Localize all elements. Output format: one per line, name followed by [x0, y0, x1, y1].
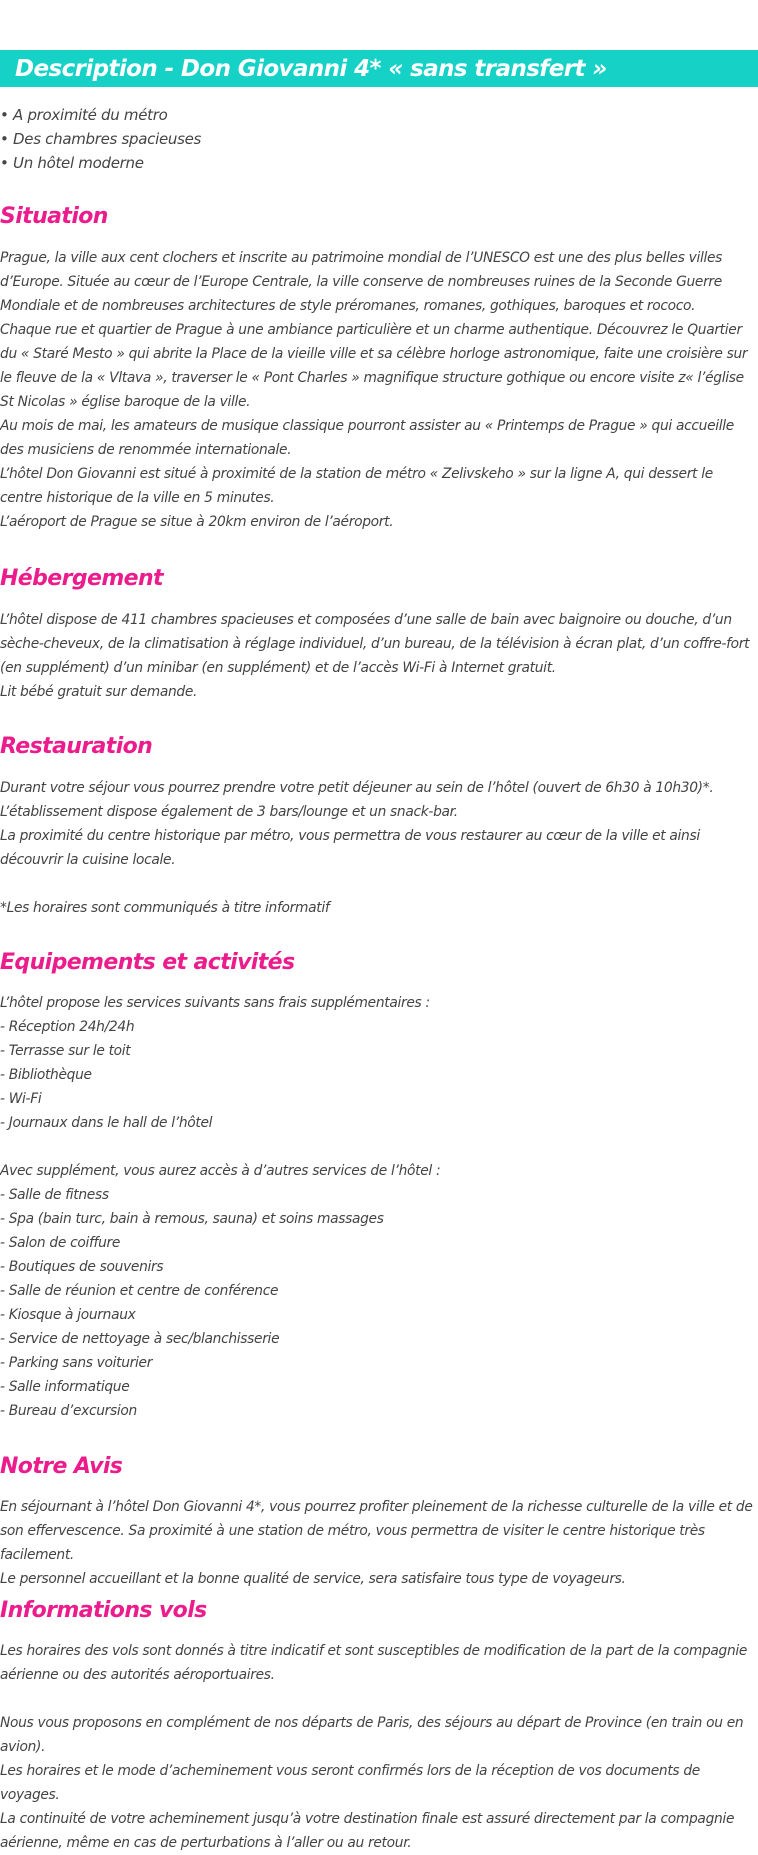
section-title-restauration: Restauration	[0, 734, 153, 759]
paragraph: En séjournant à l’hôtel Don Giovanni 4*, vous pourrez profiter pleinement de la richesse culturelle de la ville et de son effervescence. Sa proximité à une station de métro, vous permettra de visiter le centre historique très facilement.	[0, 1499, 753, 1563]
paragraph: Nous vous proposons en complément de nos départs de Paris, des séjours au départ de Province (en train ou en avion).	[0, 1715, 744, 1755]
section-title-avis: Notre Avis	[0, 1454, 123, 1479]
description-banner	[0, 50, 758, 87]
paragraph: Les horaires et le mode d’acheminement vous seront confirmés lors de la réception de vos documents de voyages.	[0, 1763, 700, 1803]
list-item: - Spa (bain turc, bain à remous, sauna) et soins massages	[0, 1211, 384, 1227]
paragraph: La proximité du centre historique par métro, vous permettra de vous restaurer au cœur de la ville et ainsi découvrir la cuisine locale.	[0, 828, 700, 868]
paragraph: Avec supplément, vous aurez accès à d’autres services de l’hôtel :	[0, 1163, 441, 1179]
list-item: - Parking sans voiturier	[0, 1355, 153, 1371]
list-item: - Salle informatique	[0, 1379, 130, 1395]
paragraph: L’hôtel Don Giovanni est situé à proximité de la station de métro « Zelivskeho » sur la ligne A, qui dessert le centre historique de la ville en 5 minutes.	[0, 466, 713, 506]
paragraph: Au mois de mai, les amateurs de musique classique pourront assister au « Printemps de Prague » qui accueille des musiciens de renommée internationale.	[0, 418, 734, 458]
blank-line	[0, 1135, 758, 1159]
list-item: - Wi-Fi	[0, 1091, 42, 1107]
highlights-list	[0, 103, 758, 175]
paragraph: La continuité de votre acheminement jusqu’à votre destination finale est assuré directement par la compagnie aérienne, même en cas de perturbations à l’aller ou au retour.	[0, 1811, 735, 1851]
paragraph: Lit bébé gratuit sur demande.	[0, 684, 198, 700]
list-item: - Réception 24h/24h	[0, 1019, 135, 1035]
section-body-restauration	[0, 776, 758, 920]
list-item: - Bibliothèque	[0, 1067, 92, 1083]
paragraph: L’établissement dispose également de 3 bars/lounge et un snack-bar.	[0, 804, 458, 820]
paragraph: L’hôtel propose les services suivants sans frais supplémentaires :	[0, 995, 430, 1011]
list-item: - Journaux dans le hall de l’hôtel	[0, 1115, 213, 1131]
blank-line	[0, 872, 758, 896]
section-body-equipements	[0, 991, 758, 1423]
paragraph: Chaque rue et quartier de Prague à une ambiance particulière et un charme authentique. Découvrez le Quartier du « Staré Mesto » qui abrite la Place de la vieille ville et sa célèbre horloge astronomique, faite une croisière sur le fleuve de la « Vltava », traverser le « Pont Charles » magnifique structure gothique ou encore visite z« l’église St Nicolas » église baroque de la ville.	[0, 322, 748, 410]
footnote: *Les horaires sont communiqués à titre informatif	[0, 900, 330, 916]
list-item: - Kiosque à journaux	[0, 1307, 136, 1323]
blank-line	[0, 1687, 758, 1711]
section-title-vols: Informations vols	[0, 1598, 207, 1623]
section-body-situation	[0, 246, 758, 534]
list-item: - Salon de coiffure	[0, 1235, 121, 1251]
section-title-situation: Situation	[0, 204, 108, 229]
paragraph: L’aéroport de Prague se situe à 20km environ de l’aéroport.	[0, 514, 394, 530]
paragraph: Le personnel accueillant et la bonne qualité de service, sera satisfaire tous type de voyageurs.	[0, 1571, 626, 1587]
highlight-item: • A proximité du métro	[0, 106, 168, 124]
section-body-avis	[0, 1495, 758, 1591]
paragraph: Les horaires des vols sont donnés à titre indicatif et sont susceptibles de modification de la part de la compagnie aérienne ou des autorités aéroportuaires.	[0, 1643, 748, 1683]
list-item: - Service de nettoyage à sec/blanchisserie	[0, 1331, 280, 1347]
list-item: - Bureau d’excursion	[0, 1403, 137, 1419]
banner-title: Description - Don Giovanni 4* « sans transfert »	[15, 56, 607, 82]
section-title-equipements: Equipements et activités	[0, 950, 295, 975]
paragraph: L’hôtel dispose de 411 chambres spacieuses et composées d’une salle de bain avec baignoire ou douche, d’un sèche-cheveux, de la climatisation à réglage individuel, d’un bureau, de la télévision à écran plat, d’un coffre-fort (en supplément) d’un minibar (en supplément) et de l’accès Wi-Fi à Internet gratuit.	[0, 612, 750, 676]
highlight-item: • Un hôtel moderne	[0, 154, 144, 172]
section-body-hebergement	[0, 608, 758, 704]
paragraph: Durant votre séjour vous pourrez prendre votre petit déjeuner au sein de l’hôtel (ouvert de 6h30 à 10h30)*.	[0, 780, 714, 796]
list-item: - Terrasse sur le toit	[0, 1043, 131, 1059]
paragraph: Prague, la ville aux cent clochers et inscrite au patrimoine mondial de l’UNESCO est une des plus belles villes d’Europe. Située au cœur de l’Europe Centrale, la ville conserve de nombreuses ruines de la Seconde Guerre Mondiale et de nombreuses architectures de style préromanes, romanes, gothiques, baroques et rococo.	[0, 250, 723, 314]
highlight-item: • Des chambres spacieuses	[0, 130, 202, 148]
section-title-hebergement: Hébergement	[0, 566, 163, 591]
list-item: - Salle de fitness	[0, 1187, 109, 1203]
list-item: - Boutiques de souvenirs	[0, 1259, 164, 1275]
list-item: - Salle de réunion et centre de conférence	[0, 1283, 279, 1299]
